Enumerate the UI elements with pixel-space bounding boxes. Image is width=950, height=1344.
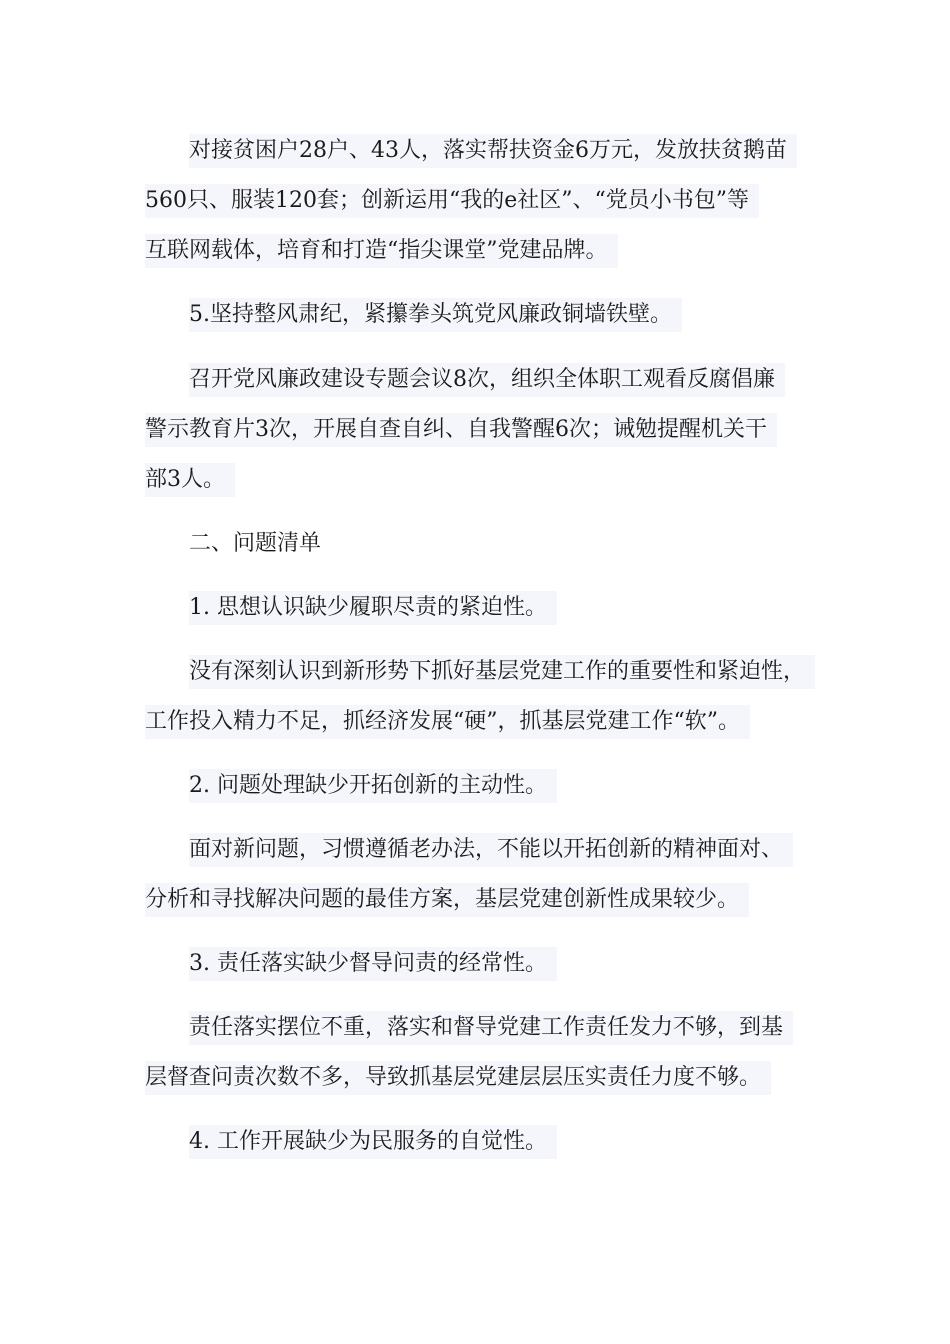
item-heading: 2. 问题处理缺少开拓创新的主动性。: [189, 769, 557, 803]
paragraph-line: 工作投入精力不足，抓经济发展“硬”，抓基层党建工作“软”。: [145, 705, 750, 739]
paragraph-line: 召开党风廉政建设专题会议8次，组织全体职工观看反腐倡廉: [189, 363, 785, 397]
item-heading: 3. 责任落实缺少督导问责的经常性。: [189, 947, 557, 981]
paragraph-line: 层督查问责次数不多，导致抓基层党建层层压实责任力度不够。: [145, 1061, 771, 1095]
paragraph-line: 互联网载体，培育和打造“指尖课堂”党建品牌。: [145, 234, 618, 268]
paragraph-line: 分析和寻找解决问题的最佳方案，基层党建创新性成果较少。: [145, 883, 749, 917]
paragraph-line: 560只、服装120套；创新运用“我的e社区”、“党员小书包”等: [145, 184, 759, 218]
paragraph-line: 面对新问题，习惯遵循老办法，不能以开拓创新的精神面对、: [189, 833, 793, 867]
item-heading: 4. 工作开展缺少为民服务的自觉性。: [189, 1125, 557, 1159]
item-heading: 5.坚持整风肃纪，紧攥拳头筑党风廉政铜墙铁壁。: [189, 298, 682, 332]
paragraph-line: 对接贫困户28户、43人，落实帮扶资金6万元，发放扶贫鹅苗: [189, 134, 797, 168]
paragraph-line: 责任落实摆位不重，落实和督导党建工作责任发力不够，到基: [189, 1011, 793, 1045]
paragraph-line: 警示教育片3次，开展自查自纠、自我警醒6次；诫勉提醒机关干: [145, 413, 777, 447]
paragraph-line: 部3人。: [145, 463, 235, 497]
section-heading: 二、问题清单: [189, 531, 322, 556]
item-heading: 1. 思想认识缺少履职尽责的紧迫性。: [189, 591, 557, 625]
paragraph-line: 没有深刻认识到新形势下抓好基层党建工作的重要性和紧迫性，: [189, 655, 815, 689]
